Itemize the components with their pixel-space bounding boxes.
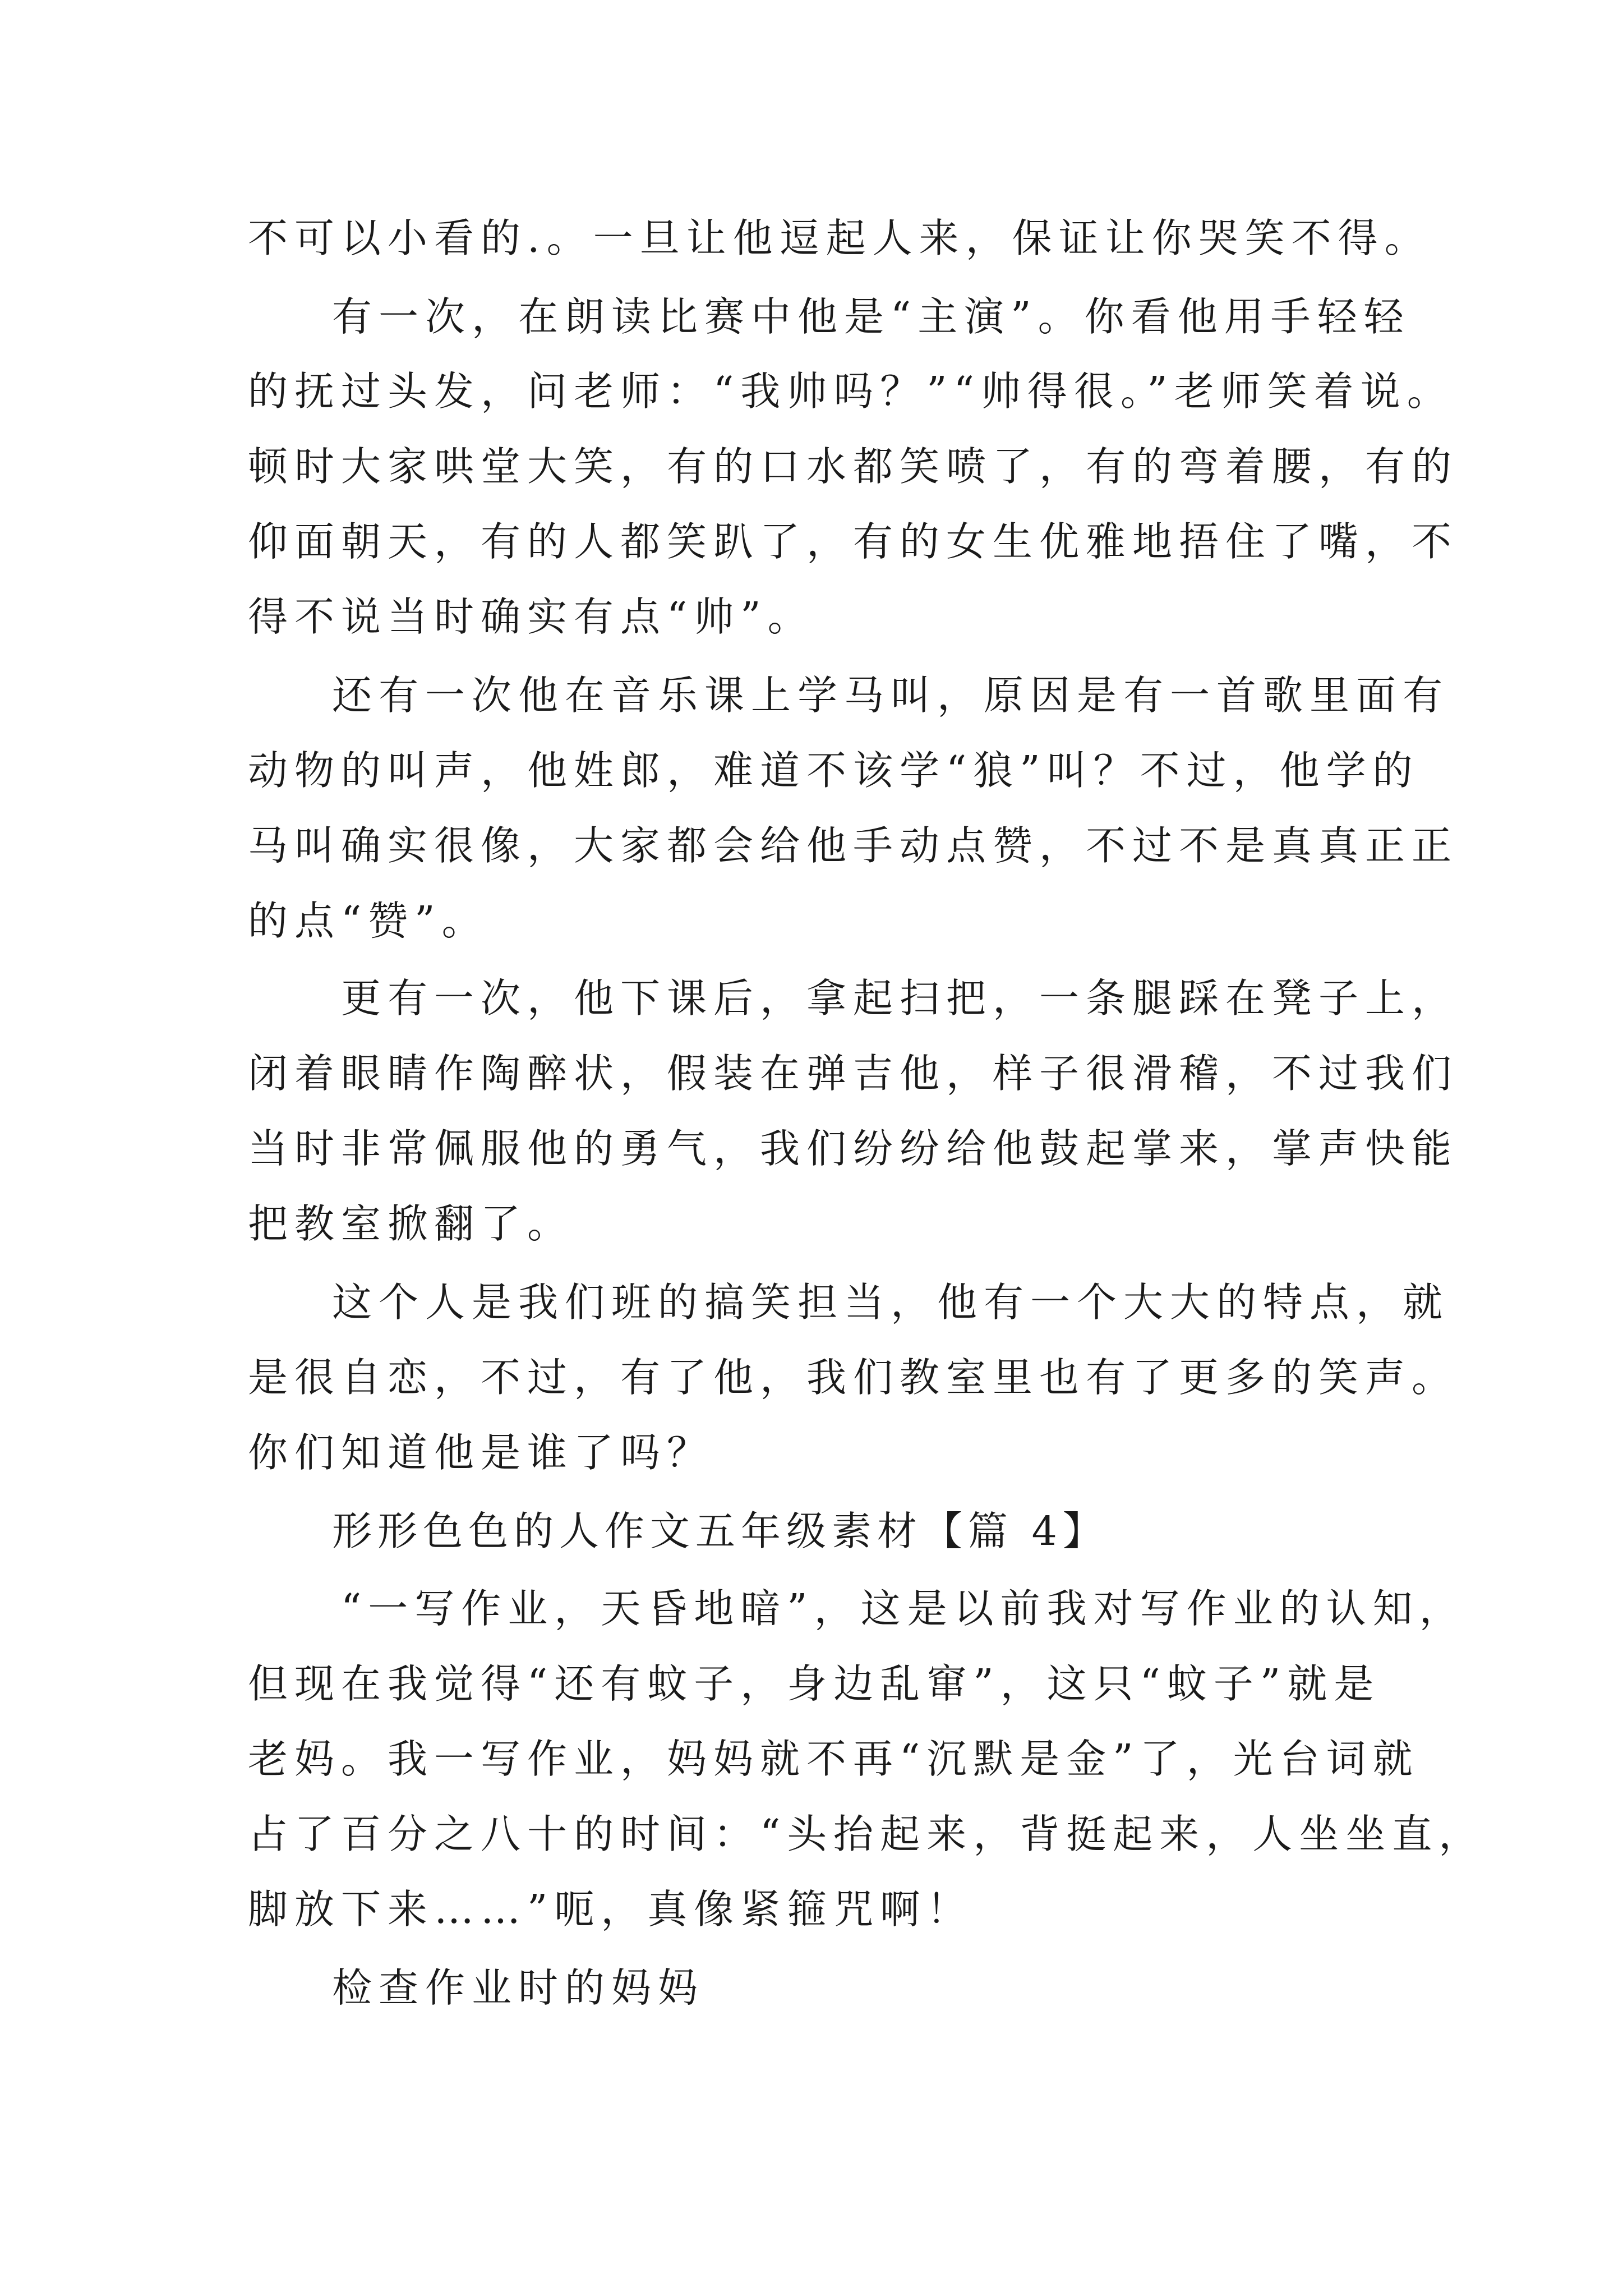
paragraph-line: 占了百分之八十的时间：“头抬起来，背挺起来，人坐坐直， bbox=[248, 1811, 1486, 1857]
paragraph-line: 是很自恋，不过，有了他，我们教室里也有了更多的笑声。 bbox=[248, 1354, 1459, 1401]
paragraph-line: 马叫确实很像，大家都会给他手动点赞，不过不是真真正正 bbox=[248, 822, 1459, 869]
paragraph-line: 更有一次，他下课后，拿起扫把，一条腿踩在凳子上， bbox=[341, 975, 1459, 1022]
paragraph-line: 脚放下来……”呃，真像紧箍咒啊！ bbox=[248, 1886, 974, 1932]
paragraph-line: 你们知道他是谁了吗？ bbox=[248, 1429, 714, 1476]
paragraph-line: 但现在我觉得“还有蚊子，身边乱窜”，这只“蚊子”就是 bbox=[248, 1660, 1381, 1707]
paragraph-line: 有一次，在朗读比赛中他是“主演”。你看他用手轻轻 bbox=[332, 293, 1410, 340]
paragraph-line: 检查作业时的妈妈 bbox=[332, 1964, 705, 2011]
paragraph-line: 动物的叫声，他姓郎，难道不该学“狼”叫？不过，他学的 bbox=[248, 747, 1419, 794]
paragraph-line: 的点“赞”。 bbox=[248, 898, 488, 944]
paragraph-line: 这个人是我们班的搞笑担当，他有一个大大的特点，就 bbox=[332, 1279, 1450, 1326]
paragraph-line: 老妈。我一写作业，妈妈就不再“沉默是金”了，光台词就 bbox=[248, 1736, 1419, 1782]
paragraph-line: 的抚过头发，问老师：“我帅吗？”“帅得很。”老师笑着说。 bbox=[248, 368, 1454, 415]
section-heading: 形形色色的人作文五年级素材【篇 4】 bbox=[332, 1508, 1108, 1554]
paragraph-line: 把教室掀翻了。 bbox=[248, 1200, 574, 1247]
paragraph-line: 得不说当时确实有点“帅”。 bbox=[248, 593, 814, 640]
paragraph-line: 顿时大家哄堂大笑，有的口水都笑喷了，有的弯着腰，有的 bbox=[248, 443, 1459, 490]
paragraph-line: 仰面朝天，有的人都笑趴了，有的女生优雅地捂住了嘴，不 bbox=[248, 518, 1459, 565]
paragraph-line: 闭着眼睛作陶醉状，假装在弹吉他，样子很滑稽，不过我们 bbox=[248, 1050, 1459, 1097]
paragraph-line: 当时非常佩服他的勇气，我们纷纷给他鼓起掌来，掌声快能 bbox=[248, 1125, 1459, 1172]
paragraph-line: “一写作业，天昏地暗”，这是以前我对写作业的认知， bbox=[341, 1585, 1466, 1632]
paragraph-line: 还有一次他在音乐课上学马叫，原因是有一首歌里面有 bbox=[332, 672, 1450, 719]
paragraph-line: 不可以小看的.。一旦让他逗起人来，保证让你哭笑不得。 bbox=[248, 215, 1431, 261]
